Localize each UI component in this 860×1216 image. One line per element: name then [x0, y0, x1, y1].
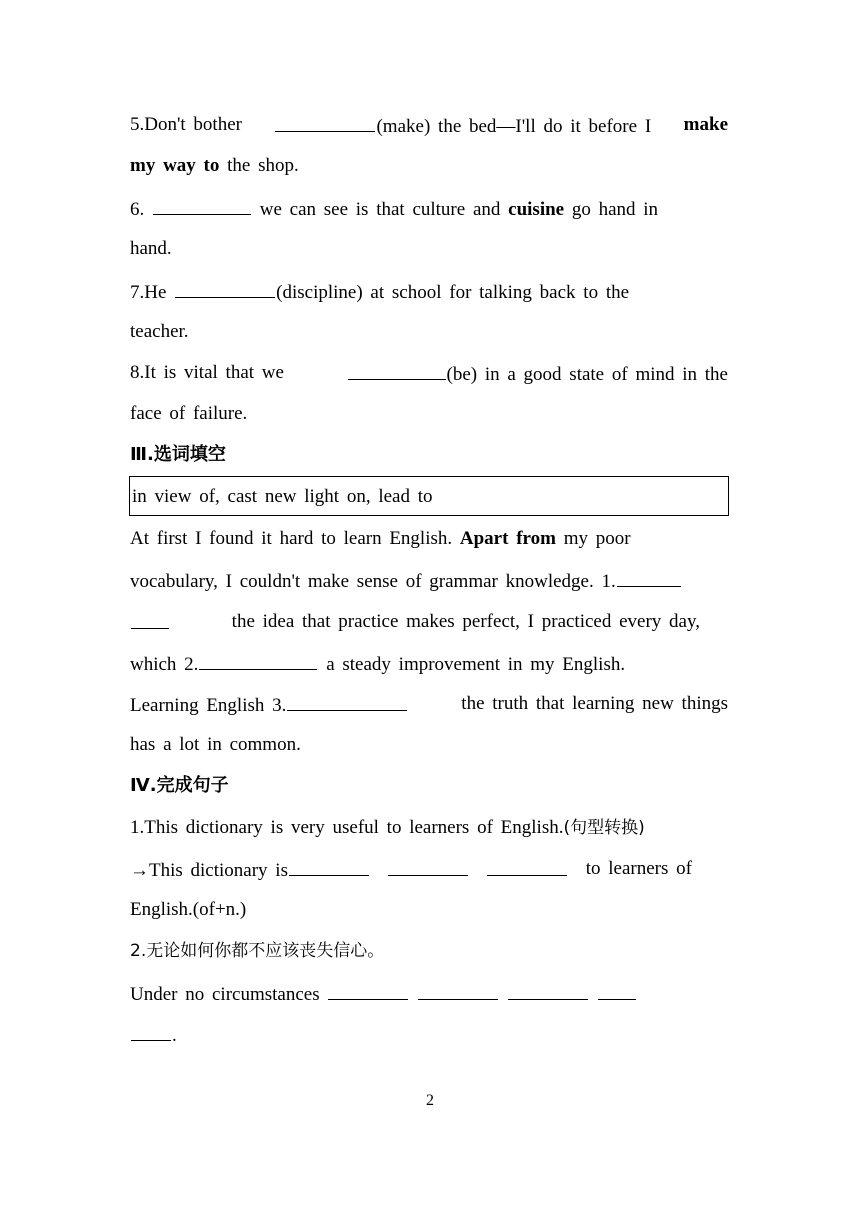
- item-7-text: 7.He: [130, 282, 167, 303]
- instruction-cn: (句型转换): [563, 818, 645, 838]
- item-8-text: 8.It is vital that we: [130, 362, 284, 383]
- blank[interactable]: [418, 979, 498, 1000]
- passage-line-4: [130, 649, 728, 677]
- blank[interactable]: [289, 855, 369, 876]
- passage-text: which 2.: [130, 654, 199, 675]
- blank-1-cont[interactable]: [131, 608, 169, 629]
- item-8-text: face of failure.: [130, 403, 248, 424]
- passage-text: has a lot in common.: [130, 734, 301, 755]
- sentence-1-line-2: [130, 855, 692, 883]
- section-4-heading: Ⅳ.完成句子: [130, 775, 229, 796]
- blank[interactable]: [275, 111, 375, 132]
- item-5-text: 5.Don't bother: [130, 114, 242, 135]
- item-6-text: go hand in: [571, 199, 659, 220]
- page-number: 2: [426, 1092, 434, 1109]
- blank[interactable]: [598, 979, 636, 1000]
- sentence-1-line-1: [130, 814, 728, 842]
- blank-3[interactable]: [287, 690, 407, 711]
- item-7-line-2: [130, 318, 728, 346]
- passage-line-3: [130, 608, 700, 636]
- sentence-text: →This dictionary is: [130, 860, 288, 881]
- blank[interactable]: [487, 855, 567, 876]
- item-6-line-2: [130, 235, 728, 263]
- passage-text: the idea that practice makes perfect, I practiced every day,: [231, 611, 700, 632]
- blank[interactable]: [388, 855, 468, 876]
- item-5-line-2: [130, 152, 728, 180]
- passage-line-1: [130, 525, 728, 553]
- blank[interactable]: [348, 359, 446, 380]
- blank[interactable]: [131, 1020, 171, 1041]
- blank[interactable]: [328, 979, 408, 1000]
- bold-phrase: make: [683, 114, 728, 135]
- blank[interactable]: [153, 194, 251, 215]
- item-5-line-1: [130, 111, 728, 139]
- passage-text: Learning English 3.: [130, 695, 287, 716]
- item-6-text: we can see is that culture and: [259, 199, 501, 220]
- item-7-text: (discipline) at school for talking back to the: [276, 282, 630, 303]
- passage-text: At first I found it hard to learn English.: [130, 528, 453, 549]
- bold-phrase: my way to: [130, 155, 220, 176]
- item-8-line-2: [130, 400, 728, 428]
- item-8-text: (be) in a good state of mind in the: [446, 364, 728, 385]
- section-3-heading: Ⅲ.选词填空: [130, 444, 226, 465]
- word-box: [129, 476, 729, 516]
- item-7-line-1: [130, 277, 728, 305]
- item-5-text: the shop.: [227, 155, 299, 176]
- blank[interactable]: [175, 277, 275, 298]
- passage-text: vocabulary, I couldn't make sense of grammar knowledge. 1.: [130, 571, 616, 592]
- passage-text: my poor: [563, 528, 631, 549]
- sentence-2-line-2: [130, 1020, 728, 1048]
- item-6-text: hand.: [130, 238, 172, 259]
- blank-1[interactable]: [617, 566, 681, 587]
- passage-text: a steady improvement in my English.: [326, 654, 626, 675]
- blank[interactable]: [508, 979, 588, 1000]
- item-6-line-1: [130, 194, 712, 222]
- bold-word: cuisine: [508, 199, 565, 220]
- blank-2[interactable]: [199, 649, 317, 670]
- sentence-text: Under no circumstances: [130, 984, 320, 1005]
- sentence-text: to learners of: [585, 858, 692, 879]
- item-8-line-1: [130, 359, 728, 387]
- item-6-text: 6.: [130, 199, 145, 220]
- item-5-text: (make) the bed—I'll do it before I: [376, 116, 652, 137]
- sentence-2-chinese: 2.无论如何你都不应该丧失信心。: [130, 941, 385, 961]
- passage-text: the truth that learning new things: [461, 693, 728, 714]
- word-box-text: in view of, cast new light on, lead to: [132, 486, 433, 507]
- sentence-text: 1.This dictionary is very useful to learners of English.: [130, 817, 564, 838]
- sentence-end: .: [172, 1025, 177, 1046]
- sentence-2-line-1: [130, 979, 728, 1007]
- passage-line-2: [130, 566, 728, 594]
- item-7-text: teacher.: [130, 321, 189, 342]
- passage-line-6: [130, 731, 728, 759]
- sentence-1-line-3: [130, 896, 728, 924]
- sentence-text: English.(of+n.): [130, 899, 247, 920]
- passage-line-5: [130, 690, 728, 718]
- bold-phrase: Apart from: [459, 528, 556, 549]
